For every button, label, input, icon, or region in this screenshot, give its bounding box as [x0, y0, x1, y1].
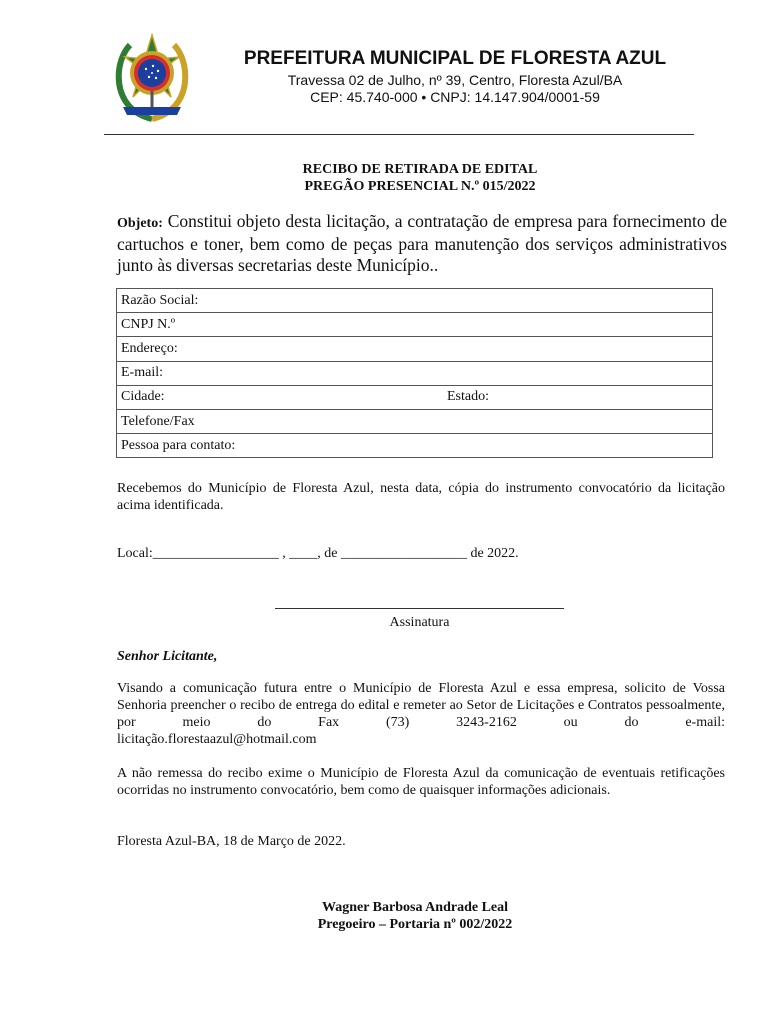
document-subtitle: PREGÃO PRESENCIAL N.º 015/2022: [304, 179, 536, 194]
signer-role: Pregoeiro – Portaria nº 002/2022: [317, 917, 513, 932]
field-cnpj[interactable]: [117, 313, 713, 337]
field-label: Telefone/Fax: [121, 413, 195, 429]
field-label: Pessoa para contato:: [121, 437, 236, 453]
local-date-line: Local:__________________ , ____, de __________________ de 2022.: [117, 546, 519, 561]
field-email[interactable]: [117, 361, 713, 385]
header-divider: [104, 134, 694, 135]
object-label: Objeto:: [117, 216, 163, 231]
object-statement: [117, 211, 727, 276]
field-label: Endereço:: [121, 340, 178, 356]
field-contato[interactable]: [117, 434, 713, 458]
municipality-cep-cnpj: CEP: 45.740-000 • CNPJ: 14.147.904/0001-59: [310, 89, 600, 105]
document-title: RECIBO DE RETIRADA DE EDITAL: [302, 162, 538, 177]
contact-email: licitação.florestaazul@hotmail.com: [117, 732, 317, 747]
field-cidade-estado[interactable]: [117, 385, 713, 409]
field-label: Razão Social:: [121, 292, 199, 308]
field-telefone[interactable]: [117, 409, 713, 433]
object-text: Constitui objeto desta licitação, a contratação de empresa para fornecimento de cartuchos e toner, bem como de peças para manutenção dos serviços administrativos junto às diversas secretarias deste Município..: [117, 211, 727, 275]
receipt-statement: Recebemos do Município de Floresta Azul, nesta data, cópia do instrumento convocatório da licitação acima identificada.: [117, 481, 725, 513]
municipality-title: PREFEITURA MUNICIPAL DE FLORESTA AZUL: [243, 48, 667, 69]
field-label: E-mail:: [121, 365, 163, 381]
signature-label: Assinatura: [389, 615, 450, 630]
field-razao-social[interactable]: [117, 289, 713, 313]
municipality-address: Travessa 02 de Julho, nº 39, Centro, Floresta Azul/BA: [287, 72, 623, 88]
letter-paragraph-2: A não remessa do recibo exime o Município de Floresta Azul da comunicação de eventuais retificações ocorridas no instrumento convocatório, bem como de quaisquer informações adicionais.: [117, 766, 725, 798]
field-label: CNPJ N.º: [121, 316, 176, 332]
letter-date: Floresta Azul-BA, 18 de Março de 2022.: [117, 834, 346, 849]
field-endereco[interactable]: [117, 337, 713, 361]
field-label-estado: Estado:: [447, 389, 489, 405]
letter-paragraph-1: Visando a comunicação futura entre o Município de Floresta Azul e essa empresa, solicito de Vossa Senhoria preencher o recibo de entrega do edital e remeter ao Setor de Licitações e Contratos pessoalmente, por meio do Fax (73) 3243-2162 ou do e-mail:: [117, 681, 725, 730]
signature-line: [275, 608, 564, 609]
letter-salutation: Senhor Licitante,: [117, 649, 218, 664]
bidder-info-form: [116, 288, 713, 458]
field-label: Cidade:: [121, 389, 165, 405]
signer-name: Wagner Barbosa Andrade Leal: [321, 900, 509, 915]
coat-of-arms-emblem: [113, 33, 191, 125]
